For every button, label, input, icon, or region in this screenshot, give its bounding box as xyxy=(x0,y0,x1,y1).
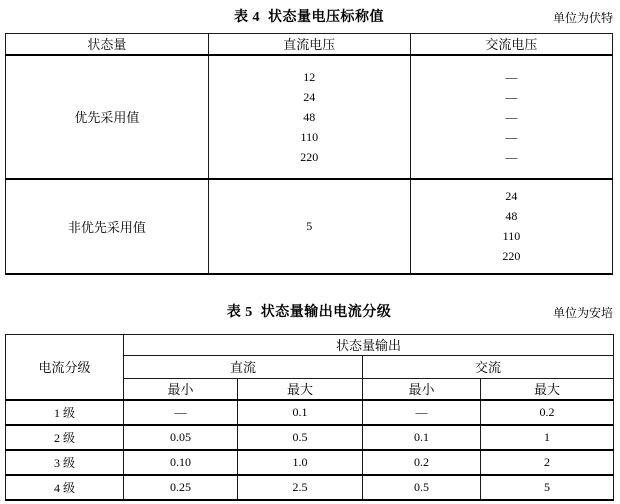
table4-nonpreferred-row xyxy=(6,179,613,274)
dc-value: 12 xyxy=(303,69,316,84)
ac-dash: — xyxy=(505,129,518,144)
cell-dc-max: 0.5 xyxy=(238,425,363,450)
table5-caption-row xyxy=(5,301,613,321)
table4-header-row xyxy=(6,34,613,55)
cell-ac-max: 5 xyxy=(481,475,614,500)
ac-dash: — xyxy=(505,89,518,104)
row-label: 2 级 xyxy=(6,425,124,450)
cell-dc-max: 2.5 xyxy=(238,475,363,500)
table4-unit: 单位为伏特 xyxy=(552,11,613,25)
cell-ac-min: 0.1 xyxy=(363,425,481,450)
dc-value: 110 xyxy=(300,129,319,144)
ac-value: 24 xyxy=(505,189,518,203)
ac-dash-stack xyxy=(411,67,612,167)
table4 xyxy=(5,33,613,275)
ac-value: 48 xyxy=(505,209,518,223)
cell-dc-min: 0.25 xyxy=(124,475,238,500)
table5-unit: 单位为安培 xyxy=(552,305,613,320)
table5-row-class3 xyxy=(6,450,614,475)
ac-value-stack xyxy=(411,186,612,266)
ac-dash: — xyxy=(505,69,518,84)
table5-header-output: 状态量输出 xyxy=(124,334,614,355)
table4-nonpreferred-ac-cell xyxy=(410,179,612,274)
table5-header-dc-min: 最小 xyxy=(124,378,238,400)
cell-dc-max: 0.1 xyxy=(238,400,363,425)
table5-header-dc-max: 最大 xyxy=(238,378,363,400)
table4-preferred-dc-cell xyxy=(208,55,410,179)
table4-header-dc: 直流电压 xyxy=(208,34,410,55)
row-label: 4 级 xyxy=(6,475,124,500)
ac-value: 110 xyxy=(502,229,521,243)
cell-dc-min: — xyxy=(124,400,238,425)
table5-row-class1 xyxy=(6,400,614,425)
table4-preferred-label: 优先采用值 xyxy=(6,55,209,179)
table5-row-class4 xyxy=(6,475,614,500)
ac-value: 220 xyxy=(502,249,521,263)
table4-header-state: 状态量 xyxy=(6,34,209,55)
cell-dc-min: 0.05 xyxy=(124,425,238,450)
ac-dash: — xyxy=(505,149,518,164)
table4-title: 表 4 状态量电压标称值 xyxy=(234,10,384,25)
cell-dc-max: 1.0 xyxy=(238,450,363,475)
table5-header-class: 电流分级 xyxy=(6,334,124,400)
dc-value: 220 xyxy=(300,149,319,164)
table4-preferred-ac-cell xyxy=(410,55,612,179)
table5-header-dc: 直流 xyxy=(124,355,363,378)
cell-ac-min: — xyxy=(363,400,481,425)
row-label: 3 级 xyxy=(6,450,124,475)
table5-header-ac-max: 最大 xyxy=(481,378,614,400)
dc-value: 24 xyxy=(303,89,316,104)
ac-dash: — xyxy=(505,109,518,124)
cell-ac-max: 0.2 xyxy=(481,400,614,425)
table5-header-ac: 交流 xyxy=(363,355,614,378)
table4-preferred-row xyxy=(6,55,613,179)
table5-row-class2 xyxy=(6,425,614,450)
cell-ac-max: 2 xyxy=(481,450,614,475)
dc-value: 48 xyxy=(303,109,316,124)
cell-ac-max: 1 xyxy=(481,425,614,450)
table5-header-row-1 xyxy=(6,334,614,355)
cell-ac-min: 0.5 xyxy=(363,475,481,500)
table5-header-ac-min: 最小 xyxy=(363,378,481,400)
row-label: 1 级 xyxy=(6,400,124,425)
cell-ac-min: 0.2 xyxy=(363,450,481,475)
cell-dc-min: 0.10 xyxy=(124,450,238,475)
table4-header-ac: 交流电压 xyxy=(410,34,612,55)
dc-value-stack xyxy=(209,67,410,167)
table4-caption-row xyxy=(5,6,613,26)
table4-nonpreferred-dc-cell: 5 xyxy=(208,179,410,274)
table5-title: 表 5 状态量输出电流分级 xyxy=(226,304,392,320)
table5 xyxy=(5,334,614,502)
table4-nonpreferred-label: 非优先采用值 xyxy=(6,179,209,274)
